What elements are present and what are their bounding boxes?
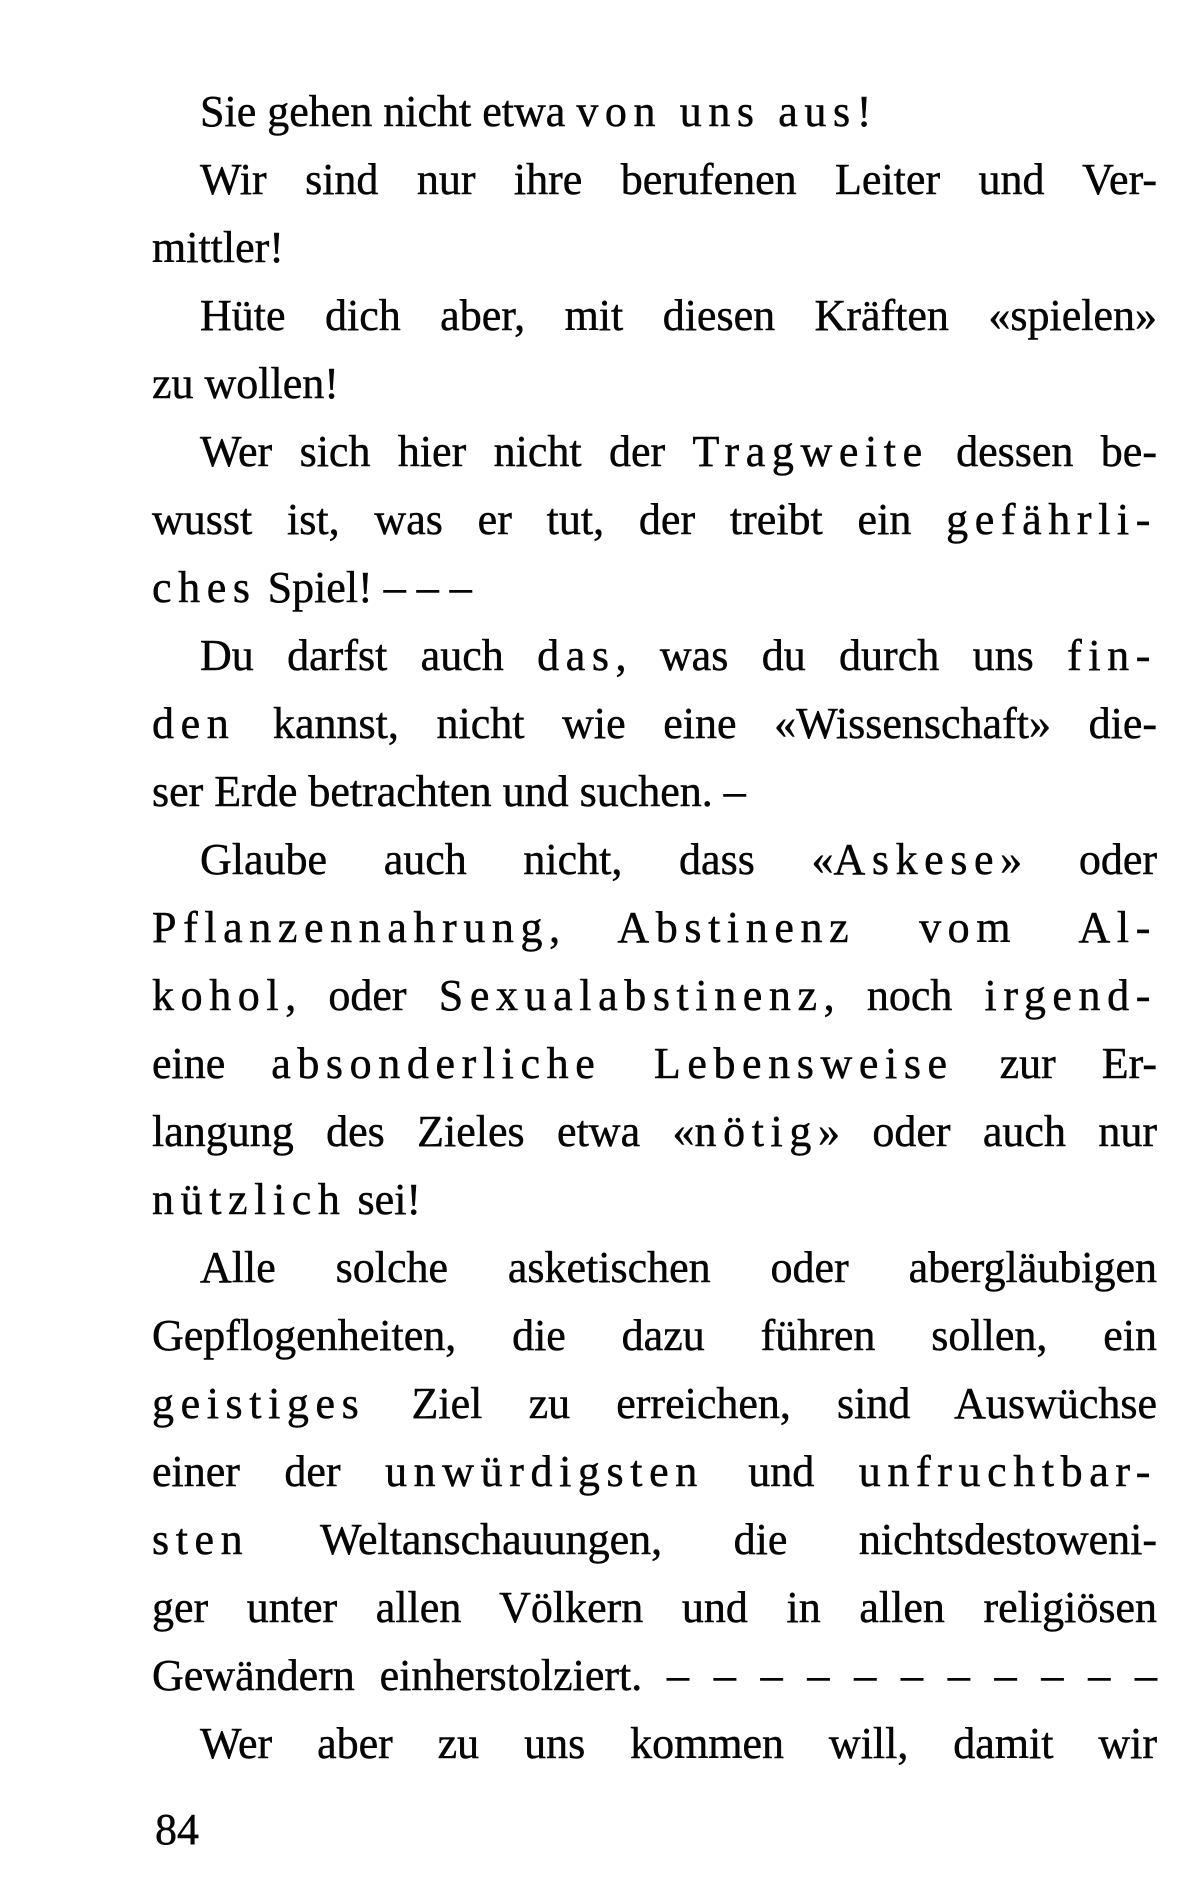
- text-line: [152, 1098, 1157, 1166]
- emphasized-text: Askese: [833, 835, 1001, 884]
- body-text: Wer aber zu uns kommen will, damit wir: [200, 1719, 1157, 1768]
- body-text: , was du durch uns: [615, 631, 1068, 680]
- body-text: sei!: [346, 1175, 422, 1224]
- emphasized-text: nötig: [694, 1107, 818, 1156]
- text-line: [152, 214, 1157, 282]
- body-text: Wer sich hier nicht der: [200, 427, 693, 476]
- text-line: [152, 1574, 1157, 1642]
- text-line: [152, 1302, 1157, 1370]
- text-line: [152, 962, 1157, 1030]
- text-line: [152, 1234, 1157, 1302]
- emphasized-text: geistiges: [152, 1379, 366, 1428]
- text-line: [152, 282, 1157, 350]
- emphasized-text: Sexualabstinenz: [438, 971, 824, 1020]
- body-text: Alle solche asketischen oder abergläubigen: [200, 1243, 1157, 1292]
- body-text: Gepflogenheiten, die dazu führen sollen, ein: [152, 1311, 1157, 1360]
- emphasized-text: Tragweite: [692, 427, 929, 476]
- text-line: [152, 1506, 1157, 1574]
- text-line: [152, 418, 1157, 486]
- body-text: ser Erde betrachten und suchen. –: [152, 767, 746, 816]
- body-text: Ziel zu erreichen, sind Auswüchse: [365, 1379, 1157, 1428]
- body-text: Glaube auch nicht, dass «: [200, 835, 834, 884]
- body-text: Du darfst auch: [200, 631, 538, 680]
- text-line: [152, 1438, 1157, 1506]
- body-text: Spiel! – – –: [256, 563, 472, 612]
- text-line: [152, 1030, 1157, 1098]
- emphasized-text: nützlich: [152, 1175, 347, 1224]
- emphasized-text: Pflanzennahrung: [152, 903, 550, 952]
- body-text: einer der: [152, 1447, 386, 1496]
- text-line: [152, 146, 1157, 214]
- body-text: zur Er-: [953, 1039, 1157, 1088]
- body-text: » oder auch nur: [817, 1107, 1157, 1156]
- body-text: zu wollen!: [152, 359, 339, 408]
- body-text: langung des Zieles etwa «: [152, 1107, 695, 1156]
- body-text: Weltanschauungen, die nichtsdestoweni-: [249, 1515, 1157, 1564]
- text-line: [152, 622, 1157, 690]
- body-text: eine: [152, 1039, 272, 1088]
- body-text: wusst ist, was er tut, der treibt ein: [152, 495, 947, 544]
- body-text: Wir sind nur ihre berufenen Leiter und Ver-: [200, 155, 1157, 204]
- text-line: [152, 78, 1157, 146]
- emphasized-text: irgend-: [984, 971, 1157, 1020]
- emphasized-text: fin-: [1067, 631, 1158, 680]
- emphasized-text: von uns aus!: [576, 87, 878, 136]
- body-text: Gewändern einherstolziert. – – – – – – – – – – –: [152, 1651, 1157, 1700]
- page-number: 84: [155, 1805, 199, 1854]
- body-text: mittler!: [152, 223, 284, 272]
- body-text: Hüte dich aber, mit diesen Kräften «spielen»: [200, 291, 1157, 340]
- text-line: [152, 758, 1157, 826]
- body-text: , noch: [823, 971, 985, 1020]
- emphasized-text: kohol: [152, 971, 286, 1020]
- body-text: Sie gehen nicht etwa: [200, 87, 577, 136]
- emphasized-text: den: [152, 699, 236, 748]
- text-line: [152, 1642, 1157, 1710]
- text-line: [152, 486, 1157, 554]
- text-line: [152, 1166, 1157, 1234]
- emphasized-text: gefährli-: [946, 495, 1157, 544]
- body-text: » oder: [1000, 835, 1158, 884]
- emphasized-text: unfruchtbar-: [858, 1447, 1157, 1496]
- emphasized-text: Abstinenz vom Al-: [617, 903, 1158, 952]
- emphasized-text: sten: [152, 1515, 250, 1564]
- body-text: kannst, nicht wie eine «Wissenschaft» die-: [235, 699, 1157, 748]
- emphasized-text: das: [537, 631, 616, 680]
- body-text: und: [703, 1447, 859, 1496]
- text-line: [152, 894, 1157, 962]
- text-line: [152, 1710, 1157, 1778]
- text-line: [152, 690, 1157, 758]
- body-text: ,: [549, 903, 618, 952]
- body-text: ger unter allen Völkern und in allen religiösen: [152, 1583, 1157, 1632]
- body-text: , oder: [285, 971, 439, 1020]
- body-text: dessen be-: [928, 427, 1157, 476]
- emphasized-text: unwürdigsten: [385, 1447, 704, 1496]
- text-line: [152, 554, 1157, 622]
- text-line: [152, 1370, 1157, 1438]
- emphasized-text: ches: [152, 563, 257, 612]
- emphasized-text: absonderliche Lebensweise: [271, 1039, 954, 1088]
- text-line: [152, 350, 1157, 418]
- page-text: [152, 78, 1157, 1778]
- text-line: [152, 826, 1157, 894]
